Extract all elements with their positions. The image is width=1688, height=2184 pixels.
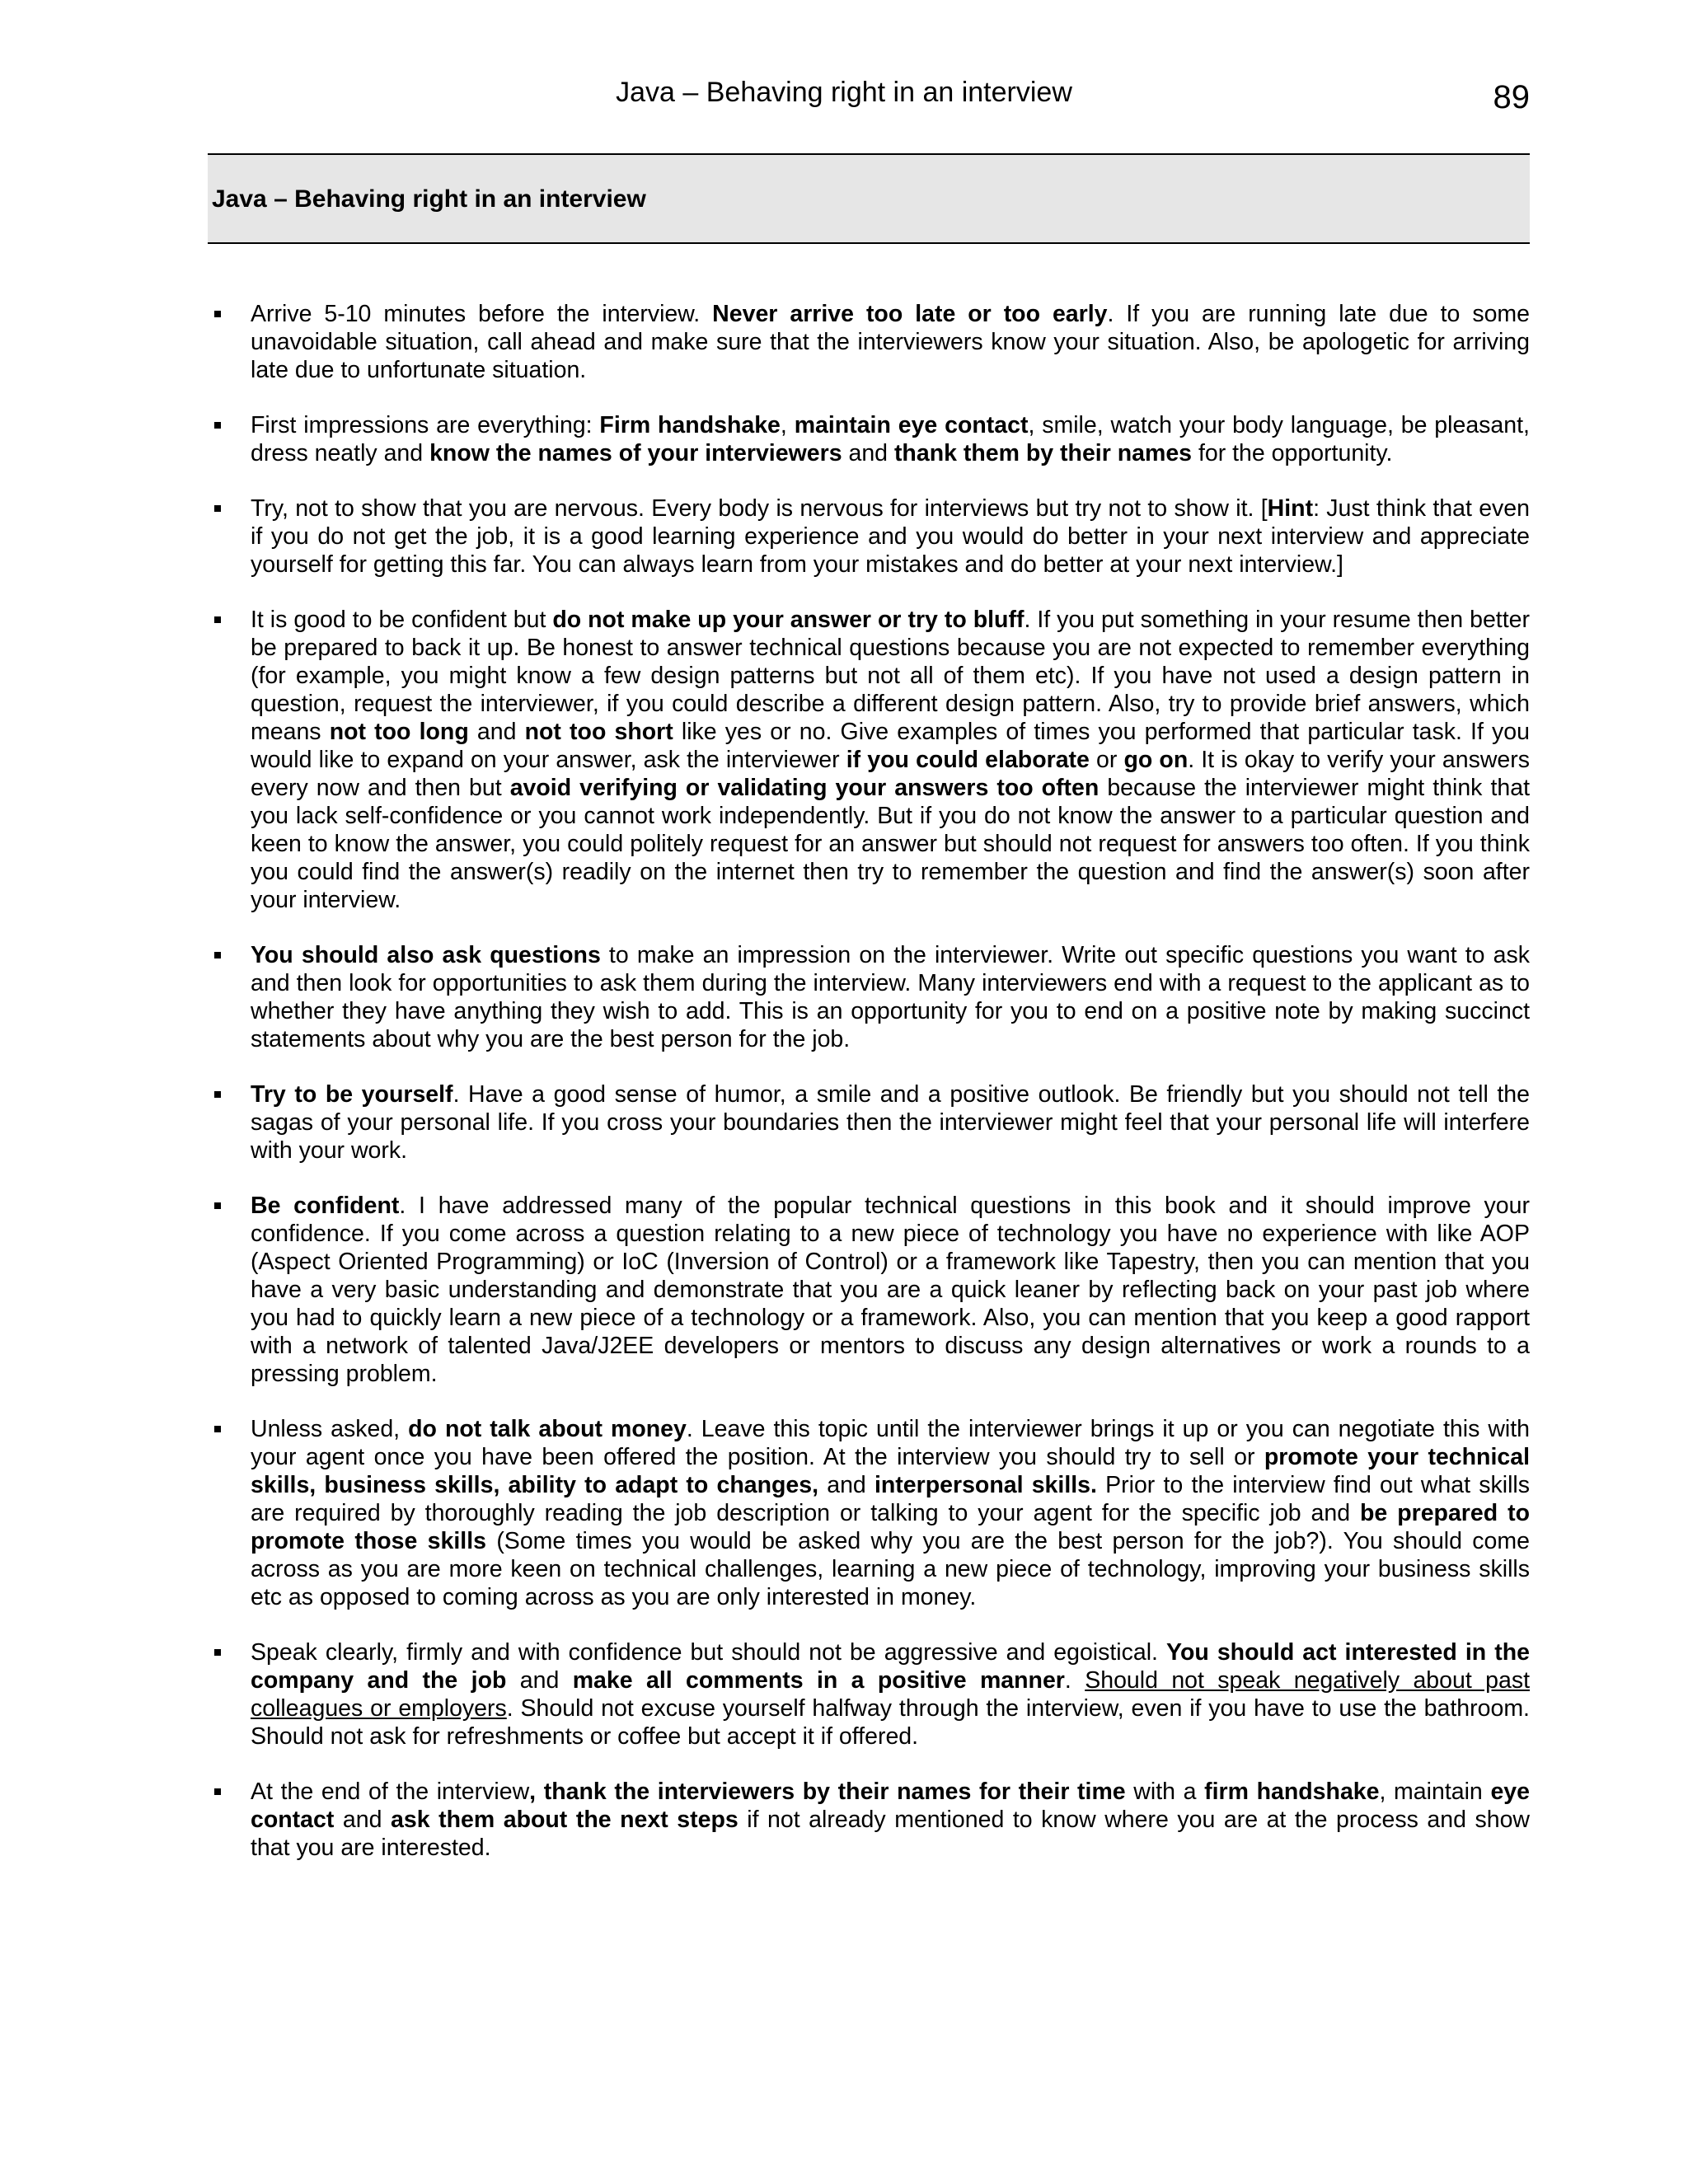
bullet-square-icon bbox=[214, 1202, 221, 1209]
bold-text: maintain eye contact bbox=[794, 412, 1029, 438]
body-text: . If you put something in your resume then better be prepared to back it up. Be honest to answer technical questions because you are not expected to remember everything (for example, you might know a few design patterns but not all of them etc). If you have not used a design pattern in question, request the interviewer, if you could describe a different design pattern. Also, try to provide brief answers, which means bbox=[251, 607, 1530, 745]
bullet-square-icon bbox=[214, 422, 221, 429]
bold-text: do not talk about money bbox=[408, 1416, 687, 1442]
bullet-item bbox=[208, 606, 1530, 914]
bold-text: avoid verifying or validating your answers too often bbox=[509, 775, 1100, 801]
body-text: (Some times you would be asked why you are the best person for the job?). You should come across as you are more keen on technical challenges, learning a new piece of technology, improving your business skills etc as opposed to coming across as you are only interested in money. bbox=[251, 1528, 1530, 1610]
underlined-text: Should not speak negatively about past colleagues or employers bbox=[251, 1667, 1531, 1722]
bold-text: make all comments in a positive manner bbox=[572, 1667, 1065, 1694]
body-text: with a bbox=[1125, 1779, 1205, 1805]
body-text: . If you are running late due to some unavoidable situation, call ahead and make sure that the interviewers know your situation. Also, be apologetic for arriving late due to unfortunate situation. bbox=[251, 301, 1531, 383]
body-text: . Should not excuse yourself halfway through the interview, even if you have to use the bathroom. Should not ask for refreshments or coffee but accept it if offered. bbox=[251, 1695, 1530, 1750]
body-text: and bbox=[842, 440, 894, 466]
bullet-item bbox=[208, 1778, 1530, 1862]
body-text: , bbox=[780, 412, 795, 438]
body-text: or bbox=[1089, 747, 1124, 773]
bullet-list-container bbox=[208, 300, 1530, 1889]
bold-text: Firm handshake bbox=[599, 412, 781, 438]
bullet-item bbox=[208, 941, 1530, 1053]
bullet-item bbox=[208, 1080, 1530, 1165]
bullet-square-icon bbox=[214, 952, 221, 958]
body-text: First impressions are everything: bbox=[251, 412, 600, 438]
body-text: and bbox=[334, 1807, 391, 1833]
body-text: . I have addressed many of the popular technical questions in this book and it should improve your confidence. If you come across a question relating to a new piece of technology you have no experience with like AOP (Aspect Oriented Programming) or IoC (Inversion of Control) or a framework like Tapestry, then you can mention that you have a very basic understanding and demonstrate that you are a quick leaner by reflecting back on your past job where you had to quickly learn a new piece of a technology or a framework. Also, you can mention that you keep a good rapport with a network of talented Java/J2EE developers or mentors to discuss any design alternatives or work a rounds to a pressing problem. bbox=[251, 1193, 1531, 1387]
body-text: and bbox=[506, 1667, 573, 1694]
bold-text: Hint bbox=[1267, 495, 1314, 522]
bold-text: know the names of your interviewers bbox=[429, 440, 842, 466]
bold-text: firm handshake bbox=[1204, 1779, 1380, 1805]
section-title-box bbox=[208, 153, 1530, 244]
bullet-item bbox=[208, 494, 1530, 579]
body-text: for the opportunity. bbox=[1192, 440, 1393, 466]
body-text: Arrive 5-10 minutes before the interview. bbox=[251, 301, 713, 327]
bold-text: Try to be yourself bbox=[251, 1081, 453, 1108]
bold-text: ask them about the next steps bbox=[391, 1807, 738, 1833]
bullet-item bbox=[208, 1415, 1530, 1611]
body-text: . Have a good sense of humor, a smile and a positive outlook. Be friendly but you should not tell the sagas of your personal life. If you cross your boundaries then the interviewer might feel that your personal life will interfere with your work. bbox=[251, 1081, 1531, 1164]
body-text: . Leave this topic until the interviewer brings it up or you can negotiate this with your agent once you have been offered the position. At the interview you should try to sell or bbox=[251, 1416, 1531, 1470]
body-text: Prior to the interview find out what skills are required by thoroughly reading the job description or talking to your agent for the specific job and bbox=[251, 1472, 1530, 1526]
bullet-list bbox=[208, 300, 1530, 1862]
body-text: Try, not to show that you are nervous. Every body is nervous for interviews but try not to show it. [ bbox=[251, 495, 1268, 522]
body-text: At the end of the interview bbox=[251, 1779, 530, 1805]
bold-text: promote your technical skills, business skills, ability to adapt to changes, bbox=[251, 1444, 1530, 1498]
body-text: : Just think that even if you do not get the job, it is a good learning experience and you would do better in your next interview and appreciate yourself for getting this far. You can always learn from your mistakes and do better at your next interview.] bbox=[251, 495, 1530, 578]
bullet-square-icon bbox=[214, 616, 221, 623]
body-text: , maintain bbox=[1379, 1779, 1491, 1805]
bold-text: Be confident bbox=[251, 1193, 400, 1219]
bold-text: not too short bbox=[524, 719, 673, 745]
body-text: . It is okay to verify your answers every now and then but bbox=[251, 747, 1530, 801]
body-text: if not already mentioned to know where you are at the process and show that you are interested. bbox=[251, 1807, 1531, 1861]
running-header-title: Java – Behaving right in an interview bbox=[616, 77, 1072, 108]
body-text: and bbox=[468, 719, 525, 745]
bullet-item bbox=[208, 411, 1530, 467]
body-text: and bbox=[818, 1472, 874, 1498]
bold-text: eye contact bbox=[251, 1779, 1530, 1833]
bold-text: be prepared to promote those skills bbox=[251, 1500, 1530, 1554]
bold-text: not too long bbox=[329, 719, 469, 745]
bullet-square-icon bbox=[214, 311, 221, 317]
body-text: Speak clearly, firmly and with confidence but should not be aggressive and egoistical. bbox=[251, 1639, 1167, 1666]
body-text: Unless asked, bbox=[251, 1416, 409, 1442]
page-number: 89 bbox=[1493, 79, 1530, 115]
bullet-item bbox=[208, 1638, 1530, 1750]
bold-text: interpersonal skills. bbox=[874, 1472, 1097, 1498]
bullet-square-icon bbox=[214, 1788, 221, 1795]
bold-text: You should also ask questions bbox=[251, 942, 601, 968]
bold-text: You should act interested in the company and the job bbox=[251, 1639, 1530, 1694]
bullet-square-icon bbox=[214, 505, 221, 512]
body-text: , smile, watch your body language, be pleasant, dress neatly and bbox=[251, 412, 1530, 466]
bold-text: do not make up your answer or try to bluff bbox=[552, 607, 1025, 633]
bullet-item bbox=[208, 300, 1530, 384]
body-text: to make an impression on the interviewer. Write out specific questions you want to ask and then look for opportunities to ask them during the interview. Many interviewers end with a request to the applicant as to whether they have anything they wish to add. This is an opportunity for you to end on a positive note by making succinct statements about why you are the best person for the job. bbox=[251, 942, 1530, 1052]
bold-text: thank them by their names bbox=[893, 440, 1193, 466]
bullet-square-icon bbox=[214, 1426, 221, 1432]
body-text: . bbox=[1064, 1667, 1085, 1694]
bullet-square-icon bbox=[214, 1649, 221, 1656]
bullet-item bbox=[208, 1192, 1530, 1388]
bold-text: go on bbox=[1123, 747, 1189, 773]
bullet-square-icon bbox=[214, 1091, 221, 1098]
body-text: like yes or no. Give examples of times you performed that particular task. If you would like to expand on your answer, ask the interviewer bbox=[251, 719, 1530, 773]
bold-text: Never arrive too late or too early bbox=[712, 301, 1108, 327]
body-text: It is good to be confident but bbox=[251, 607, 553, 633]
bold-text: , thank the interviewers by their names for their time bbox=[529, 1779, 1126, 1805]
body-text: because the interviewer might think that you lack self-confidence or you cannot work independently. But if you do not know the answer to a particular question and keen to know the answer, you could politely request for an answer but should not request for answers too often. If you think you could find the answer(s) readily on the internet then try to remember the question and find the answer(s) soon after your interview. bbox=[251, 775, 1530, 913]
bold-text: if you could elaborate bbox=[846, 747, 1090, 773]
section-title: Java – Behaving right in an interview bbox=[212, 185, 646, 213]
